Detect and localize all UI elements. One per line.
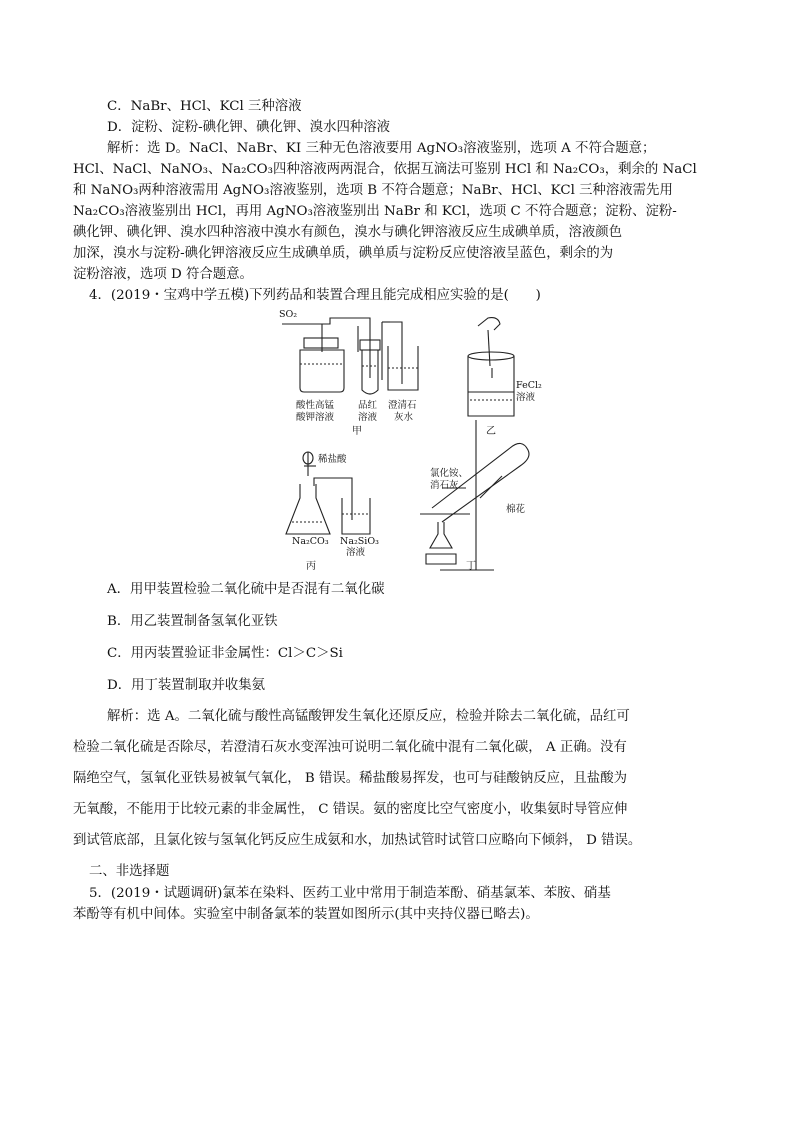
jia-bottle2-label-1: 品红 <box>358 400 378 411</box>
analysis-line-2: 检验二氧化硫是否除尽，若澄清石灰水变浑浊可说明二氧化硫中混有二氧化碳， A 正确。没有 <box>73 740 627 755</box>
analysis-line-1: 解析：选 A。二氧化硫与酸性高锰酸钾发生氧化还原反应，检验并除去二氧化硫，品红可 <box>107 709 630 724</box>
bing-beaker-label-2: 溶液 <box>346 547 366 558</box>
analysis-line-5: 到试管底部，且氯化铵与氢氧化钙反应生成氨和水，加热试管时试管口应略向下倾斜， D 错误。 <box>73 833 642 848</box>
analysis-prev-line-7: 淀粉溶液，选项 D 符合题意。 <box>73 267 253 282</box>
option-b: B．用乙装置制备氢氧化亚铁 <box>107 614 278 629</box>
jia-beaker-label-2: 灰水 <box>394 412 414 423</box>
option-c-prev: C．NaBr、HCl、KCl 三种溶液 <box>107 99 302 114</box>
analysis-prev-line-4: Na₂CO₃溶液鉴别出 HCl，再用 AgNO₃溶液鉴别出 NaBr 和 KCl，选项 C 不符合题意；淀粉、淀粉- <box>73 204 677 219</box>
bing-flask-label: Na₂CO₃ <box>292 536 329 547</box>
ding-reagent-label-1: 氯化铵、 <box>430 468 469 479</box>
question-5-line-2: 苯酚等有机中间体。实验室中制备氯苯的装置如图所示(其中夹持仪器已略去)。 <box>73 907 539 922</box>
jia-bottle1-label-1: 酸性高锰 <box>296 400 335 411</box>
bing-acid-label: 稀盐酸 <box>318 454 347 465</box>
bing-caption: 丙 <box>306 561 316 572</box>
option-d: D．用丁装置制取并收集氨 <box>107 678 266 693</box>
analysis-prev-line-5: 碘化钾、碘化钾、溴水四种溶液中溴水有颜色，溴水与碘化钾溶液反应生成碘单质，溶液颜色 <box>73 225 623 240</box>
analysis-prev-line-3: 和 NaNO₃两种溶液需用 AgNO₃溶液鉴别，选项 B 不符合题意；NaBr、HCl、KCl 三种溶液需先用 <box>73 183 673 198</box>
jia-beaker-label-1: 澄清石 <box>388 400 417 411</box>
analysis-prev-line-1: 解析：选 D。NaCl、NaBr、KI 三种无色溶液要用 AgNO₃溶液鉴别，选项 A 不符合题意； <box>107 141 656 156</box>
yi-reagent-label-2: 溶液 <box>516 392 536 403</box>
bing-beaker-label-1: Na₂SiO₃ <box>340 536 379 547</box>
section-heading: 二、非选择题 <box>89 864 170 879</box>
jia-gas-label: SO₂ <box>279 309 298 320</box>
analysis-prev-line-2: HCl、NaCl、NaNO₃、Na₂CO₃四种溶液两两混合，依据互滴法可鉴别 HCl 和 Na₂CO₃，剩余的 NaCl <box>73 162 697 177</box>
ding-cotton-label: 棉花 <box>506 504 526 515</box>
yi-reagent-label-1: FeCl₂ <box>516 380 542 391</box>
apparatus-figure <box>270 308 560 573</box>
ding-caption: 丁 <box>466 561 476 572</box>
question-5-line-1: 5．(2019・试题调研)氯苯在染料、医药工业中常用于制造苯酚、硝基氯苯、苯胺、硝基 <box>89 886 611 901</box>
analysis-line-4: 无氧酸，不能用于比较元素的非金属性， C 错误。氨的密度比空气密度小，收集氨时导管应伸 <box>73 802 628 817</box>
analysis-prev-line-6: 加深，溴水与淀粉-碘化钾溶液反应生成碘单质，碘单质与淀粉反应使溶液呈蓝色，剩余的为 <box>73 246 614 261</box>
option-a: A．用甲装置检验二氧化硫中是否混有二氧化碳 <box>107 582 385 597</box>
yi-caption: 乙 <box>486 426 496 437</box>
question-4-stem: 4．(2019・宝鸡中学五模)下列药品和装置合理且能完成相应实验的是( ) <box>89 288 541 303</box>
jia-bottle1-label-2: 酸钾溶液 <box>296 412 335 423</box>
apparatus-drawing <box>270 308 560 573</box>
ding-reagent-label-2: 消石灰 <box>430 480 459 491</box>
jia-caption: 甲 <box>352 426 362 437</box>
jia-bottle2-label-2: 溶液 <box>358 412 378 423</box>
analysis-line-3: 隔绝空气，氢氧化亚铁易被氧气氧化， B 错误。稀盐酸易挥发，也可与硅酸钠反应，且盐酸为 <box>73 771 627 786</box>
option-c: C．用丙装置验证非金属性：Cl＞C＞Si <box>107 646 343 661</box>
option-d-prev: D．淀粉、淀粉-碘化钾、碘化钾、溴水四种溶液 <box>107 120 391 135</box>
